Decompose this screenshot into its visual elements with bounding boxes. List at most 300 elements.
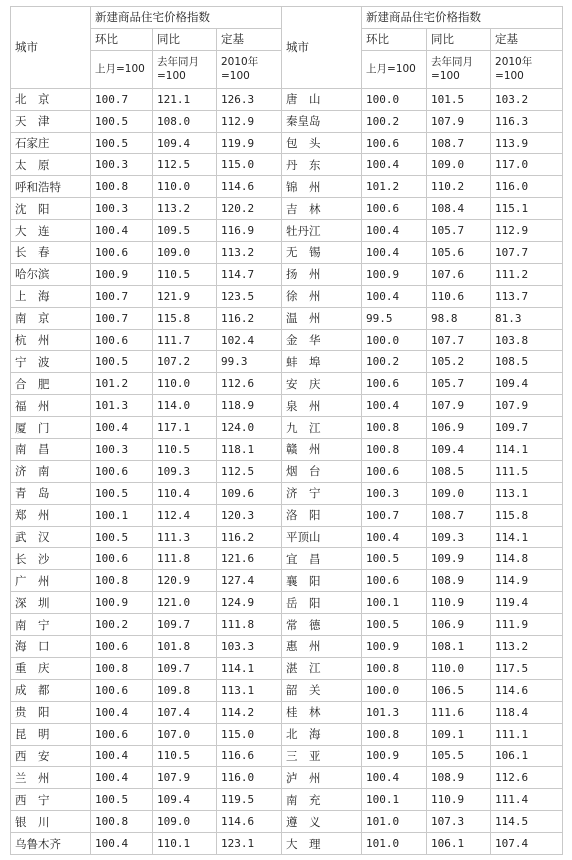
table-row [11, 570, 563, 592]
left-mom-cell: 100.6 [91, 679, 153, 701]
right-fixed-cell: 117.0 [491, 154, 563, 176]
left-yoy-cell: 112.5 [153, 154, 217, 176]
left-yoy-cell: 115.8 [153, 307, 217, 329]
right-yoy-cell: 108.4 [427, 198, 491, 220]
header-city-left: 城市 [11, 7, 91, 89]
left-city-cell: 西 宁 [11, 789, 91, 811]
left-mom-cell: 100.2 [91, 614, 153, 636]
right-yoy-cell: 107.9 [427, 395, 491, 417]
left-fixed-cell: 123.1 [217, 833, 282, 855]
table-row [11, 395, 563, 417]
left-city-cell: 天 津 [11, 110, 91, 132]
left-yoy-cell: 111.7 [153, 329, 217, 351]
right-city-cell: 常 德 [282, 614, 362, 636]
right-fixed-cell: 114.5 [491, 811, 563, 833]
left-mom-cell: 100.5 [91, 110, 153, 132]
left-mom-cell: 100.7 [91, 307, 153, 329]
left-yoy-cell: 109.4 [153, 132, 217, 154]
left-mom-cell: 100.8 [91, 570, 153, 592]
right-city-cell: 襄 阳 [282, 570, 362, 592]
right-yoy-cell: 109.9 [427, 548, 491, 570]
right-fixed-cell: 117.5 [491, 657, 563, 679]
left-mom-cell: 100.6 [91, 329, 153, 351]
right-mom-cell: 100.6 [362, 373, 427, 395]
right-yoy-cell: 108.5 [427, 460, 491, 482]
left-city-cell: 南 昌 [11, 439, 91, 461]
left-fixed-cell: 114.6 [217, 176, 282, 198]
left-fixed-cell: 111.8 [217, 614, 282, 636]
right-city-cell: 牡丹江 [282, 220, 362, 242]
left-mom-cell: 100.4 [91, 767, 153, 789]
left-mom-cell: 100.5 [91, 132, 153, 154]
right-fixed-cell: 118.4 [491, 701, 563, 723]
right-city-cell: 泸 州 [282, 767, 362, 789]
right-city-cell: 吉 林 [282, 198, 362, 220]
right-city-cell: 蚌 埠 [282, 351, 362, 373]
left-fixed-cell: 123.5 [217, 285, 282, 307]
left-mom-cell: 100.4 [91, 745, 153, 767]
left-mom-cell: 100.4 [91, 417, 153, 439]
left-mom-cell: 100.4 [91, 220, 153, 242]
left-city-cell: 成 都 [11, 679, 91, 701]
right-city-cell: 湛 江 [282, 657, 362, 679]
right-mom-cell: 100.8 [362, 417, 427, 439]
left-fixed-cell: 112.6 [217, 373, 282, 395]
right-city-cell: 唐 山 [282, 88, 362, 110]
table-row [11, 526, 563, 548]
right-yoy-cell: 106.5 [427, 679, 491, 701]
right-fixed-cell: 111.4 [491, 789, 563, 811]
left-yoy-cell: 113.2 [153, 198, 217, 220]
left-mom-cell: 100.5 [91, 526, 153, 548]
table-row [11, 263, 563, 285]
header-city-right: 城市 [282, 7, 362, 89]
right-fixed-cell: 103.2 [491, 88, 563, 110]
left-city-cell: 厦 门 [11, 417, 91, 439]
right-yoy-cell: 108.9 [427, 767, 491, 789]
left-fixed-cell: 116.2 [217, 307, 282, 329]
right-fixed-cell: 107.4 [491, 833, 563, 855]
left-fixed-cell: 102.4 [217, 329, 282, 351]
left-city-cell: 太 原 [11, 154, 91, 176]
right-fixed-cell: 111.5 [491, 460, 563, 482]
right-fixed-cell: 113.9 [491, 132, 563, 154]
right-mom-cell: 100.8 [362, 657, 427, 679]
table-row [11, 329, 563, 351]
left-city-cell: 乌鲁木齐 [11, 833, 91, 855]
right-fixed-cell: 111.2 [491, 263, 563, 285]
right-mom-cell: 100.4 [362, 395, 427, 417]
left-mom-cell: 100.7 [91, 285, 153, 307]
right-mom-cell: 100.3 [362, 482, 427, 504]
header-mom-left: 环比 [91, 28, 153, 50]
right-yoy-cell: 110.9 [427, 789, 491, 811]
left-fixed-cell: 116.6 [217, 745, 282, 767]
left-yoy-cell: 109.4 [153, 789, 217, 811]
table-row [11, 745, 563, 767]
left-mom-cell: 100.8 [91, 811, 153, 833]
right-yoy-cell: 109.3 [427, 526, 491, 548]
right-yoy-cell: 107.3 [427, 811, 491, 833]
left-yoy-cell: 111.8 [153, 548, 217, 570]
right-yoy-cell: 110.9 [427, 592, 491, 614]
right-city-cell: 北 海 [282, 723, 362, 745]
right-mom-cell: 100.9 [362, 636, 427, 658]
left-yoy-cell: 109.3 [153, 460, 217, 482]
right-mom-cell: 100.5 [362, 548, 427, 570]
right-city-cell: 济 宁 [282, 482, 362, 504]
table-row [11, 351, 563, 373]
right-yoy-cell: 106.9 [427, 614, 491, 636]
table-row [11, 110, 563, 132]
left-mom-cell: 100.5 [91, 351, 153, 373]
right-yoy-cell: 108.1 [427, 636, 491, 658]
right-mom-cell: 100.4 [362, 285, 427, 307]
header-fixed-left: 定基 [217, 28, 282, 50]
left-city-cell: 福 州 [11, 395, 91, 417]
left-fixed-cell: 116.0 [217, 767, 282, 789]
header-yoy-base-left: 去年同月=100 [153, 50, 217, 88]
table-row [11, 833, 563, 855]
right-mom-cell: 100.7 [362, 504, 427, 526]
left-yoy-cell: 109.5 [153, 220, 217, 242]
left-fixed-cell: 114.6 [217, 811, 282, 833]
right-fixed-cell: 115.8 [491, 504, 563, 526]
right-mom-cell: 100.1 [362, 789, 427, 811]
left-mom-cell: 100.5 [91, 789, 153, 811]
header-yoy-left: 同比 [153, 28, 217, 50]
right-mom-cell: 100.4 [362, 526, 427, 548]
left-fixed-cell: 112.9 [217, 110, 282, 132]
right-yoy-cell: 109.0 [427, 482, 491, 504]
right-yoy-cell: 110.2 [427, 176, 491, 198]
left-fixed-cell: 114.1 [217, 657, 282, 679]
left-yoy-cell: 108.0 [153, 110, 217, 132]
right-fixed-cell: 114.1 [491, 439, 563, 461]
right-yoy-cell: 105.7 [427, 373, 491, 395]
header-fixed-base-right: 2010年=100 [491, 50, 563, 88]
left-fixed-cell: 114.2 [217, 701, 282, 723]
right-fixed-cell: 111.9 [491, 614, 563, 636]
right-fixed-cell: 112.9 [491, 220, 563, 242]
right-mom-cell: 100.4 [362, 154, 427, 176]
left-city-cell: 青 岛 [11, 482, 91, 504]
left-yoy-cell: 121.1 [153, 88, 217, 110]
right-yoy-cell: 108.7 [427, 132, 491, 154]
left-city-cell: 郑 州 [11, 504, 91, 526]
right-yoy-cell: 105.7 [427, 220, 491, 242]
right-city-cell: 桂 林 [282, 701, 362, 723]
right-mom-cell: 101.0 [362, 833, 427, 855]
left-fixed-cell: 118.9 [217, 395, 282, 417]
right-mom-cell: 101.3 [362, 701, 427, 723]
table-row [11, 636, 563, 658]
header-fixed-base-left: 2010年=100 [217, 50, 282, 88]
left-yoy-cell: 109.7 [153, 657, 217, 679]
left-city-cell: 哈尔滨 [11, 263, 91, 285]
left-city-cell: 上 海 [11, 285, 91, 307]
table-row [11, 679, 563, 701]
table-row [11, 723, 563, 745]
left-yoy-cell: 110.0 [153, 176, 217, 198]
left-yoy-cell: 117.1 [153, 417, 217, 439]
left-yoy-cell: 114.0 [153, 395, 217, 417]
left-mom-cell: 100.6 [91, 723, 153, 745]
table-row [11, 460, 563, 482]
table-row [11, 811, 563, 833]
left-mom-cell: 100.4 [91, 833, 153, 855]
left-fixed-cell: 109.6 [217, 482, 282, 504]
left-fixed-cell: 113.2 [217, 242, 282, 264]
left-city-cell: 合 肥 [11, 373, 91, 395]
right-city-cell: 惠 州 [282, 636, 362, 658]
left-yoy-cell: 101.8 [153, 636, 217, 658]
right-city-cell: 南 充 [282, 789, 362, 811]
right-fixed-cell: 111.1 [491, 723, 563, 745]
table-row [11, 176, 563, 198]
table-row [11, 198, 563, 220]
right-fixed-cell: 114.1 [491, 526, 563, 548]
right-fixed-cell: 113.1 [491, 482, 563, 504]
table-row [11, 767, 563, 789]
right-city-cell: 金 华 [282, 329, 362, 351]
left-fixed-cell: 114.7 [217, 263, 282, 285]
right-mom-cell: 100.4 [362, 220, 427, 242]
left-fixed-cell: 99.3 [217, 351, 282, 373]
left-mom-cell: 101.2 [91, 373, 153, 395]
right-yoy-cell: 109.0 [427, 154, 491, 176]
table-row [11, 657, 563, 679]
left-mom-cell: 100.6 [91, 460, 153, 482]
right-mom-cell: 99.5 [362, 307, 427, 329]
left-fixed-cell: 120.3 [217, 504, 282, 526]
left-city-cell: 大 连 [11, 220, 91, 242]
right-yoy-cell: 106.9 [427, 417, 491, 439]
left-yoy-cell: 110.5 [153, 745, 217, 767]
left-city-cell: 呼和浩特 [11, 176, 91, 198]
table-body [11, 88, 563, 854]
left-fixed-cell: 115.0 [217, 154, 282, 176]
right-city-cell: 遵 义 [282, 811, 362, 833]
right-mom-cell: 100.9 [362, 745, 427, 767]
right-fixed-cell: 108.5 [491, 351, 563, 373]
right-mom-cell: 100.6 [362, 198, 427, 220]
left-yoy-cell: 109.0 [153, 811, 217, 833]
table-row [11, 789, 563, 811]
right-yoy-cell: 110.0 [427, 657, 491, 679]
table-row [11, 701, 563, 723]
left-mom-cell: 100.3 [91, 154, 153, 176]
right-fixed-cell: 107.9 [491, 395, 563, 417]
left-fixed-cell: 126.3 [217, 88, 282, 110]
right-fixed-cell: 115.1 [491, 198, 563, 220]
left-city-cell: 贵 阳 [11, 701, 91, 723]
right-fixed-cell: 116.3 [491, 110, 563, 132]
right-yoy-cell: 110.6 [427, 285, 491, 307]
header-fixed-right: 定基 [491, 28, 563, 50]
left-fixed-cell: 119.5 [217, 789, 282, 811]
header-mom-base-right: 上月=100 [362, 50, 427, 88]
left-fixed-cell: 127.4 [217, 570, 282, 592]
right-mom-cell: 100.5 [362, 614, 427, 636]
left-fixed-cell: 113.1 [217, 679, 282, 701]
header-mom-base-left: 上月=100 [91, 50, 153, 88]
right-fixed-cell: 113.7 [491, 285, 563, 307]
right-mom-cell: 100.0 [362, 329, 427, 351]
table-row [11, 439, 563, 461]
left-city-cell: 武 汉 [11, 526, 91, 548]
header-index-group-left: 新建商品住宅价格指数 [91, 7, 282, 29]
header-yoy-base-right: 去年同月=100 [427, 50, 491, 88]
left-city-cell: 济 南 [11, 460, 91, 482]
right-yoy-cell: 108.7 [427, 504, 491, 526]
left-fixed-cell: 118.1 [217, 439, 282, 461]
left-yoy-cell: 110.1 [153, 833, 217, 855]
left-yoy-cell: 111.3 [153, 526, 217, 548]
left-fixed-cell: 115.0 [217, 723, 282, 745]
table-row [11, 548, 563, 570]
left-yoy-cell: 107.0 [153, 723, 217, 745]
right-yoy-cell: 111.6 [427, 701, 491, 723]
right-fixed-cell: 114.8 [491, 548, 563, 570]
left-yoy-cell: 107.2 [153, 351, 217, 373]
left-city-cell: 重 庆 [11, 657, 91, 679]
left-mom-cell: 100.6 [91, 548, 153, 570]
left-mom-cell: 100.6 [91, 636, 153, 658]
left-city-cell: 海 口 [11, 636, 91, 658]
right-mom-cell: 100.6 [362, 460, 427, 482]
right-fixed-cell: 116.0 [491, 176, 563, 198]
left-city-cell: 长 沙 [11, 548, 91, 570]
right-city-cell: 泉 州 [282, 395, 362, 417]
header-yoy-right: 同比 [427, 28, 491, 50]
right-mom-cell: 100.2 [362, 351, 427, 373]
right-mom-cell: 100.0 [362, 88, 427, 110]
right-mom-cell: 100.6 [362, 570, 427, 592]
right-city-cell: 温 州 [282, 307, 362, 329]
header-index-group-right: 新建商品住宅价格指数 [362, 7, 563, 29]
left-city-cell: 南 宁 [11, 614, 91, 636]
left-yoy-cell: 110.5 [153, 439, 217, 461]
right-city-cell: 岳 阳 [282, 592, 362, 614]
right-mom-cell: 100.4 [362, 242, 427, 264]
left-yoy-cell: 112.4 [153, 504, 217, 526]
right-yoy-cell: 109.4 [427, 439, 491, 461]
left-city-cell: 广 州 [11, 570, 91, 592]
right-city-cell: 锦 州 [282, 176, 362, 198]
right-mom-cell: 100.1 [362, 592, 427, 614]
right-yoy-cell: 106.1 [427, 833, 491, 855]
left-mom-cell: 100.7 [91, 88, 153, 110]
left-fixed-cell: 103.3 [217, 636, 282, 658]
left-fixed-cell: 116.9 [217, 220, 282, 242]
right-mom-cell: 100.8 [362, 723, 427, 745]
right-yoy-cell: 107.7 [427, 329, 491, 351]
table-row [11, 242, 563, 264]
left-yoy-cell: 109.8 [153, 679, 217, 701]
table-row [11, 285, 563, 307]
table-row [11, 482, 563, 504]
right-city-cell: 包 头 [282, 132, 362, 154]
right-city-cell: 秦皇岛 [282, 110, 362, 132]
table-row [11, 614, 563, 636]
right-fixed-cell: 112.6 [491, 767, 563, 789]
right-yoy-cell: 105.5 [427, 745, 491, 767]
left-mom-cell: 100.3 [91, 198, 153, 220]
right-mom-cell: 100.9 [362, 263, 427, 285]
right-fixed-cell: 114.6 [491, 679, 563, 701]
left-yoy-cell: 120.9 [153, 570, 217, 592]
table-row [11, 132, 563, 154]
left-city-cell: 南 京 [11, 307, 91, 329]
right-fixed-cell: 103.8 [491, 329, 563, 351]
left-city-cell: 杭 州 [11, 329, 91, 351]
right-yoy-cell: 105.2 [427, 351, 491, 373]
right-fixed-cell: 113.2 [491, 636, 563, 658]
left-mom-cell: 100.4 [91, 701, 153, 723]
left-mom-cell: 100.9 [91, 263, 153, 285]
right-mom-cell: 100.6 [362, 132, 427, 154]
right-fixed-cell: 106.1 [491, 745, 563, 767]
left-city-cell: 石家庄 [11, 132, 91, 154]
table-row [11, 504, 563, 526]
left-city-cell: 沈 阳 [11, 198, 91, 220]
right-city-cell: 九 江 [282, 417, 362, 439]
left-mom-cell: 100.8 [91, 657, 153, 679]
left-mom-cell: 100.3 [91, 439, 153, 461]
left-fixed-cell: 116.2 [217, 526, 282, 548]
left-mom-cell: 101.3 [91, 395, 153, 417]
left-fixed-cell: 121.6 [217, 548, 282, 570]
left-city-cell: 昆 明 [11, 723, 91, 745]
right-mom-cell: 100.8 [362, 439, 427, 461]
right-city-cell: 宜 昌 [282, 548, 362, 570]
table-row [11, 307, 563, 329]
right-city-cell: 安 庆 [282, 373, 362, 395]
right-fixed-cell: 119.4 [491, 592, 563, 614]
right-mom-cell: 100.4 [362, 767, 427, 789]
left-mom-cell: 100.6 [91, 242, 153, 264]
left-yoy-cell: 110.5 [153, 263, 217, 285]
right-mom-cell: 100.0 [362, 679, 427, 701]
table-row [11, 154, 563, 176]
left-yoy-cell: 121.0 [153, 592, 217, 614]
right-fixed-cell: 109.7 [491, 417, 563, 439]
right-city-cell: 丹 东 [282, 154, 362, 176]
right-yoy-cell: 105.6 [427, 242, 491, 264]
right-city-cell: 扬 州 [282, 263, 362, 285]
left-yoy-cell: 107.4 [153, 701, 217, 723]
right-yoy-cell: 98.8 [427, 307, 491, 329]
right-yoy-cell: 101.5 [427, 88, 491, 110]
right-city-cell: 徐 州 [282, 285, 362, 307]
price-index-table [10, 6, 563, 855]
left-mom-cell: 100.9 [91, 592, 153, 614]
right-city-cell: 三 亚 [282, 745, 362, 767]
table-row [11, 88, 563, 110]
right-city-cell: 韶 关 [282, 679, 362, 701]
right-city-cell: 烟 台 [282, 460, 362, 482]
right-fixed-cell: 109.4 [491, 373, 563, 395]
left-fixed-cell: 112.5 [217, 460, 282, 482]
right-fixed-cell: 107.7 [491, 242, 563, 264]
right-mom-cell: 100.2 [362, 110, 427, 132]
left-city-cell: 北 京 [11, 88, 91, 110]
right-mom-cell: 101.2 [362, 176, 427, 198]
left-city-cell: 深 圳 [11, 592, 91, 614]
left-fixed-cell: 119.9 [217, 132, 282, 154]
right-yoy-cell: 107.6 [427, 263, 491, 285]
